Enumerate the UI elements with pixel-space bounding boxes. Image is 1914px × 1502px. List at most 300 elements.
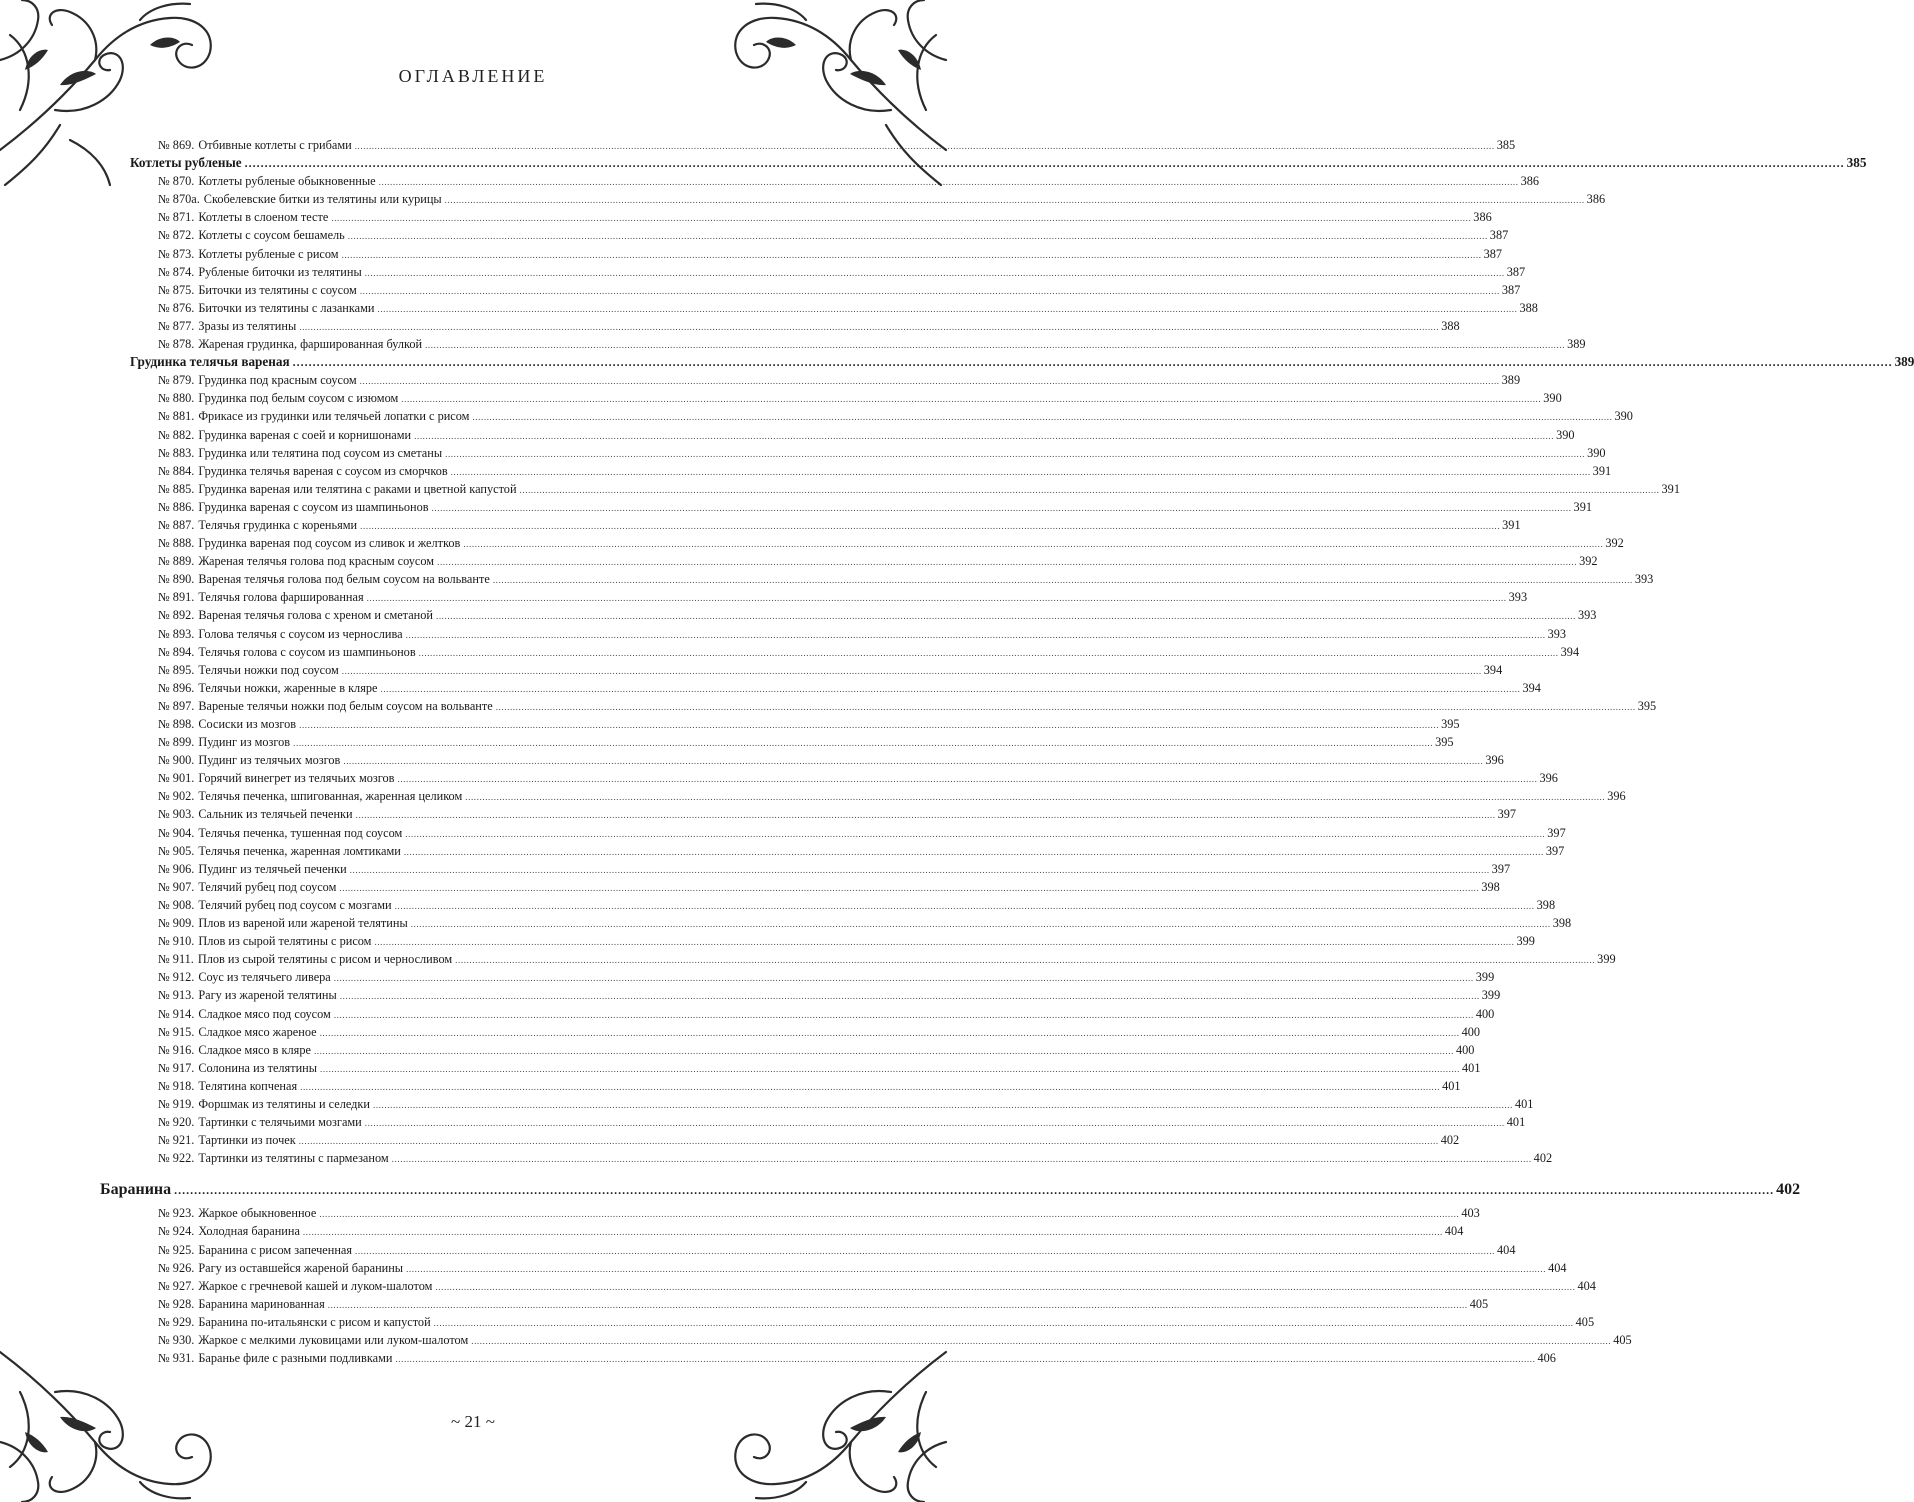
- entry-title: Телячья печенка, шпигованная, жаренная целиком: [198, 789, 463, 804]
- toc-entry[interactable]: [100, 1259, 1567, 1277]
- dot-leader: ................................................................................................................................................................................................................................................................................................................................................................................................................: [364, 267, 1505, 278]
- entry-title: Пудинг из телячьей печенки: [198, 861, 347, 876]
- entry-title: Тартинки из телятины с пармезаном: [198, 1151, 389, 1166]
- recipe-number: № 892.: [158, 608, 195, 623]
- toc-entry[interactable]: [100, 968, 1495, 986]
- toc-entry[interactable]: [100, 1331, 1632, 1349]
- toc-entry[interactable]: [100, 1041, 1475, 1059]
- toc-entry[interactable]: [100, 1131, 1460, 1149]
- toc-entry[interactable]: [100, 136, 1516, 154]
- recipe-number: № 897.: [158, 698, 195, 713]
- dot-leader: ................................................................................................................................................................................................................................................................................................................................................................................................................: [359, 285, 1500, 296]
- entry-page-number: 401: [1462, 1060, 1481, 1075]
- dot-leader: ................................................................................................................................................................................................................................................................................................................................................................................................................: [405, 629, 1546, 640]
- toc-entry[interactable]: [100, 426, 1575, 444]
- entry-page-number: 401: [1515, 1096, 1534, 1111]
- toc-entry[interactable]: [100, 299, 1538, 317]
- toc-entry[interactable]: [100, 516, 1521, 534]
- toc-entry[interactable]: [100, 625, 1567, 643]
- entry-page-number: 396: [1607, 789, 1626, 804]
- entry-page-number: 393: [1547, 626, 1567, 641]
- entry-title: Телячья голова фаршированная: [198, 590, 364, 605]
- dot-leader: ................................................................................................................................................................................................................................................................................................................................................................................................................: [374, 937, 1515, 948]
- entry-page-number: 391: [1592, 463, 1612, 478]
- dot-leader: ................................................................................................................................................................................................................................................................................................................................................................................................................: [339, 882, 1480, 893]
- recipe-number: № 880.: [158, 391, 195, 406]
- entry-title: Сладкое мясо под соусом: [198, 1006, 331, 1021]
- entry-title: Котлеты с соусом бешамель: [198, 228, 345, 243]
- recipe-number: № 887.: [158, 517, 195, 532]
- entry-page-number: 402: [1440, 1133, 1460, 1148]
- dot-leader: ................................................................................................................................................................................................................................................................................................................................................................................................................: [341, 249, 1482, 260]
- entry-page-number: 385: [1496, 138, 1516, 152]
- entry-title: Зразы из телятины: [198, 318, 297, 333]
- recipe-number: № 869.: [158, 138, 195, 152]
- entry-title: Телячья грудинка с кореньями: [198, 517, 358, 532]
- dot-leader: ................................................................................................................................................................................................................................................................................................................................................................................................................: [354, 141, 1495, 151]
- recipe-number: № 910.: [158, 934, 195, 949]
- dot-leader: ................................................................................................................................................................................................................................................................................................................................................................................................................: [244, 156, 1845, 171]
- entry-title: Сладкое мясо в кляре: [198, 1042, 311, 1057]
- entry-page-number: 393: [1577, 608, 1597, 623]
- recipe-number: № 926.: [158, 1260, 195, 1275]
- entry-page-number: 393: [1634, 572, 1654, 587]
- entry-title: Рагу из оставшейся жареной баранины: [198, 1260, 404, 1275]
- recipe-number: № 916.: [158, 1042, 195, 1057]
- dot-leader: ................................................................................................................................................................................................................................................................................................................................................................................................................: [355, 810, 1496, 821]
- toc-entry[interactable]: [100, 932, 1535, 950]
- entry-title: Скобелевские битки из телятины или курицы: [203, 192, 442, 207]
- toc-entry[interactable]: [100, 1313, 1595, 1331]
- recipe-number: № 872.: [158, 228, 195, 243]
- dot-leader: ................................................................................................................................................................................................................................................................................................................................................................................................................: [333, 1009, 1474, 1020]
- entry-page-number: 386: [1473, 210, 1492, 225]
- entry-title: Телячья голова с соусом из шампиньонов: [198, 644, 416, 659]
- toc-entry[interactable]: [100, 498, 1592, 516]
- entry-title: Горячий винегрет из телячьих мозгов: [198, 771, 395, 786]
- entry-title: Сосиски из мозгов: [198, 717, 297, 731]
- dot-leader: ................................................................................................................................................................................................................................................................................................................................................................................................................: [347, 231, 1488, 242]
- entry-title: Телячьи ножки, жаренные в кляре: [198, 680, 378, 695]
- dot-leader: ................................................................................................................................................................................................................................................................................................................................................................................................................: [405, 828, 1546, 839]
- entry-title: Биточки из телятины с соусом: [198, 282, 357, 297]
- entry-page-number: 388: [1441, 318, 1460, 333]
- toc-entry[interactable]: [100, 1241, 1516, 1259]
- recipe-number: № 902.: [158, 789, 195, 804]
- toc-entry[interactable]: [100, 842, 1565, 860]
- entry-page-number: 386: [1520, 174, 1540, 189]
- recipe-number: № 925.: [158, 1242, 195, 1257]
- entry-title: Грудинка вареная с соусом из шампиньонов: [198, 499, 429, 514]
- entry-title: Грудинка или телятина под соусом из сметаны: [198, 445, 443, 460]
- entry-title: Жареная телячья голова под красным соусом: [198, 554, 435, 569]
- toc-entry[interactable]: [100, 1023, 1481, 1041]
- entry-page-number: 401: [1442, 1078, 1461, 1093]
- dot-leader: ................................................................................................................................................................................................................................................................................................................................................................................................................: [471, 1336, 1612, 1346]
- entry-page-number: 405: [1613, 1333, 1632, 1347]
- entry-title: Голова телячья с соусом из чернослива: [198, 626, 403, 641]
- dot-leader: ................................................................................................................................................................................................................................................................................................................................................................................................................: [341, 665, 1482, 676]
- toc-entry[interactable]: [100, 371, 1521, 389]
- entry-page-number: 389: [1501, 373, 1521, 388]
- entry-page-number: 394: [1483, 662, 1503, 677]
- entry-title: Баранина с рисом запеченная: [198, 1242, 353, 1257]
- entry-page-number: 387: [1489, 228, 1509, 243]
- recipe-number: № 920.: [158, 1115, 195, 1130]
- entry-page-number: 399: [1481, 988, 1501, 1003]
- recipe-number: № 899.: [158, 735, 195, 750]
- entry-title: Жаркое с мелкими луковицами или луком-шалотом: [198, 1333, 469, 1347]
- entry-title: Грудинка вареная под соусом из сливок и желтков: [198, 536, 461, 551]
- toc-entry[interactable]: [100, 1222, 1464, 1240]
- entry-title: Пудинг из мозгов: [198, 735, 291, 750]
- recipe-number: № 917.: [158, 1060, 195, 1075]
- dot-leader: ................................................................................................................................................................................................................................................................................................................................................................................................................: [444, 195, 1585, 206]
- toc-entry[interactable]: [100, 769, 1558, 787]
- dot-leader: ................................................................................................................................................................................................................................................................................................................................................................................................................: [410, 919, 1551, 930]
- toc-entry[interactable]: [100, 1277, 1596, 1295]
- entry-page-number: 402: [1533, 1151, 1553, 1166]
- recipe-number: № 895.: [158, 662, 195, 677]
- dot-leader: ................................................................................................................................................................................................................................................................................................................................................................................................................: [472, 412, 1613, 423]
- dot-leader: ................................................................................................................................................................................................................................................................................................................................................................................................................: [425, 340, 1566, 351]
- entry-page-number: 400: [1461, 1024, 1481, 1039]
- entry-page-number: 391: [1502, 517, 1521, 532]
- toc-entry[interactable]: [100, 588, 1528, 606]
- recipe-number: № 891.: [158, 590, 195, 605]
- page-number: ~ 21 ~: [451, 1412, 495, 1431]
- entry-title: Пудинг из телячьих мозгов: [198, 753, 341, 768]
- dot-leader: ................................................................................................................................................................................................................................................................................................................................................................................................................: [327, 1299, 1468, 1310]
- entry-title: Котлеты рубленые с рисом: [198, 246, 339, 261]
- dot-leader: ................................................................................................................................................................................................................................................................................................................................................................................................................: [377, 303, 1518, 314]
- recipe-number: № 914.: [158, 1006, 195, 1021]
- dot-leader: ................................................................................................................................................................................................................................................................................................................................................................................................................: [300, 1081, 1441, 1092]
- entry-page-number: 399: [1475, 970, 1495, 985]
- entry-title: Грудинка вареная или телятина с раками и цветной капустой: [198, 481, 517, 496]
- entry-page-number: 398: [1552, 916, 1572, 931]
- toc-entry[interactable]: [100, 1149, 1553, 1167]
- recipe-number: № 927.: [158, 1278, 195, 1293]
- toc-entry[interactable]: [100, 896, 1556, 914]
- toc-entry[interactable]: [100, 389, 1562, 407]
- recipe-number: № 915.: [158, 1024, 195, 1039]
- recipe-number: № 874.: [158, 264, 195, 279]
- toc-entry[interactable]: [100, 480, 1680, 498]
- toc-entry[interactable]: [100, 661, 1503, 679]
- dot-leader: ................................................................................................................................................................................................................................................................................................................................................................................................................: [450, 466, 1591, 477]
- entry-title: Баранина: [100, 1181, 172, 1199]
- dot-leader: ................................................................................................................................................................................................................................................................................................................................................................................................................: [343, 756, 1484, 767]
- entry-title: Баранина маринованная: [198, 1296, 325, 1311]
- recipe-number: № 919.: [158, 1096, 195, 1111]
- recipe-number: № 922.: [158, 1151, 195, 1166]
- toc-entry[interactable]: [100, 1113, 1526, 1131]
- toc-entry[interactable]: [100, 335, 1586, 353]
- recipe-number: № 879.: [158, 373, 195, 388]
- dot-leader: ................................................................................................................................................................................................................................................................................................................................................................................................................: [319, 1027, 1460, 1038]
- entry-page-number: 397: [1491, 861, 1511, 876]
- entry-page-number: 394: [1522, 680, 1541, 695]
- recipe-number: № 912.: [158, 970, 195, 985]
- recipe-number: № 924.: [158, 1224, 195, 1239]
- dot-leader: ................................................................................................................................................................................................................................................................................................................................................................................................................: [292, 355, 1893, 370]
- recipe-number: № 931.: [158, 1351, 195, 1366]
- entry-page-number: 396: [1539, 771, 1558, 786]
- recipe-number: № 898.: [158, 717, 195, 731]
- dot-leader: ................................................................................................................................................................................................................................................................................................................................................................................................................: [495, 701, 1636, 712]
- recipe-number: № 908.: [158, 897, 195, 912]
- toc-entry[interactable]: [100, 208, 1492, 226]
- recipe-number: № 909.: [158, 916, 195, 931]
- entry-title: Телячий рубец под соусом: [198, 879, 337, 894]
- dot-leader: ................................................................................................................................................................................................................................................................................................................................................................................................................: [433, 1317, 1574, 1328]
- entry-title: Баранина по-итальянски с рисом и капустой: [198, 1314, 431, 1329]
- dot-leader: ................................................................................................................................................................................................................................................................................................................................................................................................................: [455, 955, 1596, 966]
- entry-page-number: 403: [1461, 1206, 1480, 1221]
- recipe-number: № 911.: [158, 952, 194, 967]
- recipe-number: № 875.: [158, 282, 195, 297]
- entry-title: Тартинки с телячьими мозгами: [198, 1115, 362, 1130]
- dot-leader: ................................................................................................................................................................................................................................................................................................................................................................................................................: [435, 1281, 1576, 1292]
- entry-page-number: 397: [1547, 825, 1566, 840]
- recipe-number: № 929.: [158, 1314, 195, 1329]
- entry-page-number: 385: [1846, 155, 1867, 171]
- recipe-number: № 888.: [158, 536, 195, 551]
- toc-entry[interactable]: [100, 860, 1511, 878]
- entry-title: Котлеты рубленые обыкновенные: [198, 174, 376, 189]
- toc-entry[interactable]: [100, 534, 1624, 552]
- dot-leader: ................................................................................................................................................................................................................................................................................................................................................................................................................: [391, 1154, 1532, 1165]
- entry-title: Телячья печенка, жаренная ломтиками: [198, 843, 401, 858]
- toc-entry[interactable]: [100, 190, 1606, 208]
- toc-entry[interactable]: [100, 226, 1509, 244]
- entry-page-number: 399: [1516, 934, 1535, 949]
- entry-title: Сальник из телячьей печенки: [198, 807, 353, 822]
- entry-title: Жаркое с гречневой кашей и луком-шалотом: [198, 1278, 433, 1293]
- toc-entry[interactable]: [100, 1005, 1495, 1023]
- toc-entry[interactable]: [100, 1204, 1480, 1222]
- recipe-number: № 896.: [158, 680, 195, 695]
- entry-title: Соус из телячьего ливера: [198, 970, 331, 985]
- dot-leader: ................................................................................................................................................................................................................................................................................................................................................................................................................: [319, 1209, 1460, 1220]
- entry-page-number: 393: [1508, 590, 1528, 605]
- entry-page-number: 397: [1545, 843, 1565, 858]
- entry-page-number: 387: [1506, 264, 1526, 279]
- entry-page-number: 396: [1485, 753, 1504, 768]
- toc-entry[interactable]: [100, 1349, 1556, 1367]
- toc-entry[interactable]: [100, 751, 1504, 769]
- dot-leader: ................................................................................................................................................................................................................................................................................................................................................................................................................: [349, 864, 1490, 875]
- toc-entry[interactable]: [100, 552, 1598, 570]
- recipe-number: № 903.: [158, 807, 195, 822]
- dot-leader: ................................................................................................................................................................................................................................................................................................................................................................................................................: [394, 900, 1535, 911]
- entry-title: Вареные телячьи ножки под белым соусом на вольванте: [198, 698, 493, 713]
- toc-entry[interactable]: [100, 1295, 1489, 1313]
- entry-title: Грудинка телячья вареная: [130, 354, 290, 370]
- entry-page-number: 406: [1537, 1351, 1556, 1366]
- dot-leader: ................................................................................................................................................................................................................................................................................................................................................................................................................: [320, 1063, 1461, 1074]
- page-title: ОГЛАВЛЕНИЕ: [398, 66, 548, 86]
- entry-title: Солонина из телятины: [198, 1060, 318, 1075]
- entry-page-number: 404: [1444, 1224, 1464, 1239]
- recipe-number: № 930.: [158, 1333, 195, 1347]
- dot-leader: ................................................................................................................................................................................................................................................................................................................................................................................................................: [355, 1245, 1496, 1256]
- entry-page-number: 398: [1481, 879, 1500, 894]
- toc-entry[interactable]: [100, 643, 1580, 661]
- toc-entry[interactable]: [100, 462, 1612, 480]
- dot-leader: ................................................................................................................................................................................................................................................................................................................................................................................................................: [298, 1136, 1439, 1147]
- dot-leader: ................................................................................................................................................................................................................................................................................................................................................................................................................: [360, 520, 1501, 531]
- recipe-number: № 907.: [158, 879, 195, 894]
- entry-title: Котлеты в слоеном тесте: [198, 210, 329, 225]
- entry-title: Телятина копченая: [198, 1078, 298, 1093]
- entry-page-number: 404: [1497, 1242, 1516, 1257]
- dot-leader: ................................................................................................................................................................................................................................................................................................................................................................................................................: [299, 321, 1440, 332]
- toc-entry[interactable]: [100, 1095, 1534, 1113]
- entry-title: Вареная телячья голова с хреном и сметаной: [198, 608, 433, 623]
- entry-page-number: 389: [1567, 337, 1586, 352]
- recipe-number: № 871.: [158, 210, 195, 225]
- recipe-number: № 886.: [158, 499, 195, 514]
- entry-title: Телячий рубец под соусом с мозгами: [198, 897, 392, 912]
- toc-entry[interactable]: [100, 281, 1521, 299]
- dot-leader: ................................................................................................................................................................................................................................................................................................................................................................................................................: [333, 973, 1474, 984]
- entry-title: Жаркое обыкновенное: [198, 1206, 317, 1221]
- entry-page-number: 400: [1455, 1042, 1475, 1057]
- toc-entry[interactable]: [100, 407, 1633, 425]
- recipe-number: № 882.: [158, 427, 195, 442]
- recipe-number: № 893.: [158, 626, 195, 641]
- recipe-number: № 884.: [158, 463, 195, 478]
- dot-leader: ................................................................................................................................................................................................................................................................................................................................................................................................................: [313, 1045, 1454, 1056]
- recipe-number: № 900.: [158, 753, 195, 768]
- recipe-number: № 878.: [158, 337, 195, 352]
- recipe-number: № 913.: [158, 988, 195, 1003]
- entry-page-number: 391: [1573, 499, 1592, 514]
- entry-page-number: 399: [1597, 952, 1616, 967]
- entry-page-number: 392: [1605, 536, 1624, 551]
- entry-page-number: 404: [1577, 1278, 1596, 1293]
- entry-title: Форшмак из телятины и селедки: [198, 1096, 370, 1111]
- entry-title: Фрикасе из грудинки или телячьей лопатки с рисом: [198, 409, 470, 424]
- toc-entry[interactable]: [100, 570, 1654, 588]
- toc-entry[interactable]: [100, 824, 1566, 842]
- entry-title: Телячьи ножки под соусом: [198, 662, 339, 677]
- entry-page-number: 395: [1441, 717, 1460, 731]
- recipe-number: № 870а.: [158, 192, 200, 207]
- entry-page-number: 395: [1637, 698, 1657, 713]
- dot-leader: ................................................................................................................................................................................................................................................................................................................................................................................................................: [339, 991, 1480, 1002]
- recipe-number: № 890.: [158, 572, 195, 587]
- entry-title: Сладкое мясо жареное: [198, 1024, 317, 1039]
- entry-page-number: 397: [1497, 807, 1517, 822]
- entry-title: Баранье филе с разными подливками: [198, 1351, 393, 1366]
- dot-leader: ................................................................................................................................................................................................................................................................................................................................................................................................................: [406, 1263, 1547, 1274]
- entry-page-number: 394: [1560, 644, 1580, 659]
- entry-page-number: 400: [1475, 1006, 1495, 1021]
- toc-entry[interactable]: [100, 950, 1616, 968]
- entry-title: Тартинки из почек: [198, 1133, 296, 1148]
- recipe-number: № 894.: [158, 644, 195, 659]
- toc-entry[interactable]: [100, 914, 1572, 932]
- recipe-number: № 921.: [158, 1133, 195, 1148]
- recipe-number: № 904.: [158, 825, 195, 840]
- dot-leader: ................................................................................................................................................................................................................................................................................................................................................................................................................: [401, 394, 1542, 405]
- recipe-number: № 885.: [158, 481, 195, 496]
- entry-title: Грудинка под красным соусом: [198, 373, 357, 388]
- entry-title: Вареная телячья голова под белым соусом на вольванте: [198, 572, 490, 587]
- recipe-number: № 870.: [158, 174, 195, 189]
- toc-subsection-heading[interactable]: [100, 154, 1867, 172]
- recipe-number: № 901.: [158, 771, 195, 786]
- entry-page-number: 401: [1506, 1115, 1526, 1130]
- entry-title: Грудинка телячья вареная с соусом из сморчков: [198, 463, 448, 478]
- toc-entry[interactable]: [100, 878, 1500, 896]
- toc-entry[interactable]: [100, 172, 1540, 190]
- toc-entry[interactable]: [100, 733, 1454, 751]
- toc-entry[interactable]: [100, 679, 1541, 697]
- entry-page-number: 387: [1483, 246, 1503, 261]
- entry-page-number: 405: [1469, 1296, 1489, 1311]
- entry-page-number: 404: [1548, 1260, 1567, 1275]
- entry-page-number: 390: [1543, 391, 1562, 406]
- toc-entry[interactable]: [100, 444, 1606, 462]
- entry-title: Плов из сырой телятины с рисом и черносливом: [197, 952, 453, 967]
- dot-leader: ................................................................................................................................................................................................................................................................................................................................................................................................................: [293, 738, 1434, 749]
- toc-subsection-heading[interactable]: [100, 353, 1914, 371]
- entry-title: Котлеты рубленые: [130, 155, 242, 171]
- entry-title: Рагу из жареной телятины: [198, 988, 337, 1003]
- entry-title: Грудинка вареная с соей и корнишонами: [198, 427, 412, 442]
- dot-leader: ................................................................................................................................................................................................................................................................................................................................................................................................................: [403, 846, 1544, 857]
- entry-title: Плов из сырой телятины с рисом: [198, 934, 372, 949]
- dot-leader: ................................................................................................................................................................................................................................................................................................................................................................................................................: [397, 774, 1538, 785]
- dot-leader: ................................................................................................................................................................................................................................................................................................................................................................................................................: [364, 1118, 1505, 1129]
- entry-title: Жареная грудинка, фаршированная булкой: [198, 337, 423, 352]
- toc-entry[interactable]: [100, 245, 1503, 263]
- toc-entry[interactable]: [100, 1077, 1461, 1095]
- toc-entry[interactable]: [100, 986, 1501, 1004]
- toc-section-heading[interactable]: [100, 1175, 1801, 1204]
- dot-leader: ................................................................................................................................................................................................................................................................................................................................................................................................................: [380, 683, 1521, 694]
- toc-entry[interactable]: [100, 697, 1657, 715]
- toc-entry[interactable]: [100, 787, 1626, 805]
- dot-leader: ................................................................................................................................................................................................................................................................................................................................................................................................................: [395, 1354, 1536, 1365]
- dot-leader: ................................................................................................................................................................................................................................................................................................................................................................................................................: [373, 1099, 1513, 1110]
- toc-entry[interactable]: [100, 606, 1597, 624]
- entry-page-number: 391: [1661, 481, 1680, 496]
- recipe-number: № 905.: [158, 843, 195, 858]
- toc-entry[interactable]: [100, 263, 1526, 281]
- dot-leader: ................................................................................................................................................................................................................................................................................................................................................................................................................: [519, 484, 1660, 495]
- toc-entry[interactable]: [100, 1059, 1481, 1077]
- toc-entry[interactable]: [100, 805, 1517, 823]
- toc-entry[interactable]: [100, 317, 1460, 335]
- recipe-number: № 889.: [158, 554, 195, 569]
- dot-leader: ................................................................................................................................................................................................................................................................................................................................................................................................................: [437, 557, 1578, 568]
- entry-page-number: 390: [1587, 445, 1606, 460]
- entry-title: Грудинка под белым соусом с изюмом: [198, 391, 399, 406]
- toc-entry[interactable]: [100, 715, 1460, 733]
- entry-page-number: 405: [1575, 1314, 1595, 1329]
- dot-leader: ................................................................................................................................................................................................................................................................................................................................................................................................................: [492, 575, 1633, 586]
- dot-leader: ................................................................................................................................................................................................................................................................................................................................................................................................................: [435, 611, 1576, 622]
- entry-page-number: 386: [1586, 192, 1606, 207]
- entry-page-number: 390: [1614, 409, 1633, 424]
- dot-leader: ................................................................................................................................................................................................................................................................................................................................................................................................................: [378, 177, 1519, 188]
- entry-page-number: 389: [1894, 354, 1914, 370]
